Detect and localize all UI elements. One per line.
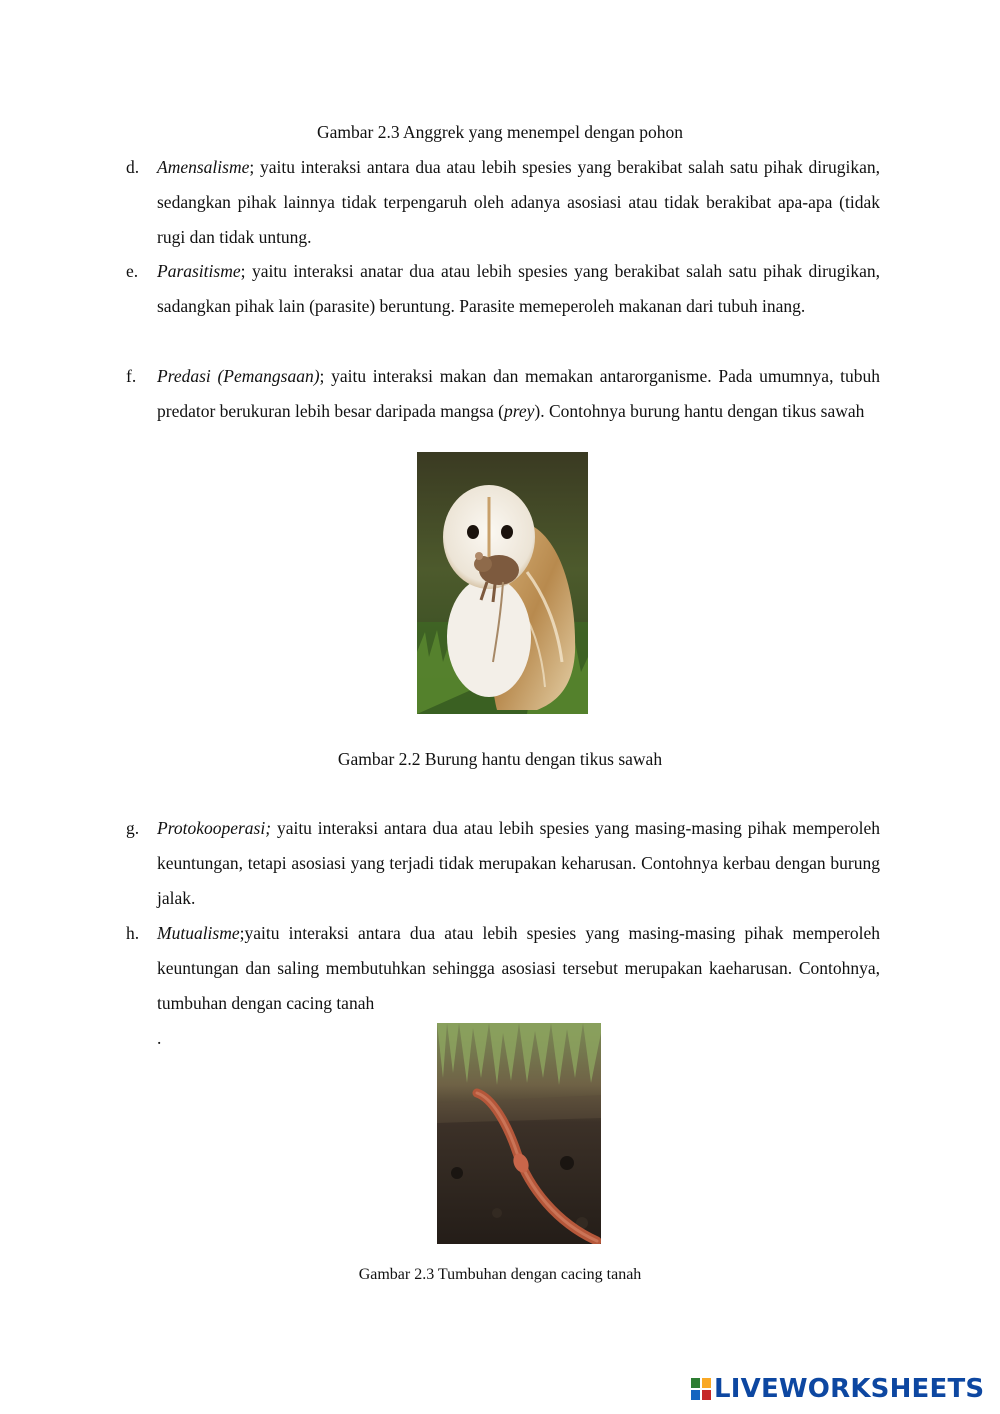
list-marker: e. — [126, 261, 139, 281]
item-text: ; yaitu interaksi makan dan memakan antarorganisme. Pada umumnya, tubuh predator berukuran lebih besar daripada mangsa ( — [157, 366, 880, 421]
figure-caption-owl: Gambar 2.2 Burung hantu dengan tikus sawah — [337, 749, 663, 769]
liveworksheets-watermark — [690, 1372, 984, 1406]
liveworksheets-logo-icon — [690, 1376, 712, 1402]
list-item-h — [126, 916, 880, 1020]
term-parasitisme: Parasitisme — [157, 261, 241, 281]
item-text: ;yaitu interaksi antara dua atau lebih spesies yang masing-masing pihak memperoleh keuntungan dan saling membutuhkan sehingga asosiasi tersebut merupakan kaeharusan. Contohnya, tumbuhan dengan cacing tanah — [157, 923, 880, 1013]
earthworm-photo — [437, 1023, 601, 1244]
figure-caption-orchid: Gambar 2.3 Anggrek yang menempel dengan pohon — [317, 122, 683, 142]
item-text: yaitu interaksi antara dua atau lebih spesies yang masing-masing pihak memperoleh keuntungan, tetapi asosiasi yang terjadi tidak merupakan keharusan. Contohnya kerbau dengan burung jalak. — [157, 818, 880, 908]
list-item-d — [126, 150, 880, 254]
list-marker: h. — [126, 923, 140, 943]
item-text: ; yaitu interaksi antara dua atau lebih spesies yang berakibat salah satu pihak dirugikan, sedangkan pihak lainnya tidak terpengaruh oleh adanya asosiasi atau tidak berakibat apa-apa (tidak rugi dan tidak untung. — [157, 157, 880, 247]
list-marker: g. — [126, 818, 140, 838]
term-mutualisme: Mutualisme — [157, 923, 240, 943]
item-text: ; yaitu interaksi anatar dua atau lebih spesies yang berakibat salah satu pihak dirugikan, sadangkan pihak lain (parasite) beruntung. Parasite memeperoleh makanan dari tubuh inang. — [157, 261, 880, 316]
watermark-text: LIVEWORKSHEETS — [714, 1374, 985, 1404]
term-predasi: Predasi (Pemangsaan) — [157, 366, 320, 386]
term-prey: prey — [503, 400, 535, 421]
figure-caption-worm: Gambar 2.3 Tumbuhan dengan cacing tanah — [358, 1266, 642, 1283]
term-amensalisme: Amensalisme — [157, 157, 250, 177]
list-item-e — [126, 254, 880, 324]
list-marker: d. — [126, 157, 140, 177]
owl-with-mouse-photo — [417, 452, 588, 714]
list-item-f — [126, 359, 880, 429]
item-text: ). Contohnya burung hantu dengan tikus sawah — [534, 400, 865, 421]
list-marker: f. — [126, 366, 137, 386]
term-protokooperasi: Protokooperasi; — [157, 818, 272, 838]
list-item-g — [126, 811, 880, 915]
stray-dot: . — [157, 1028, 162, 1048]
